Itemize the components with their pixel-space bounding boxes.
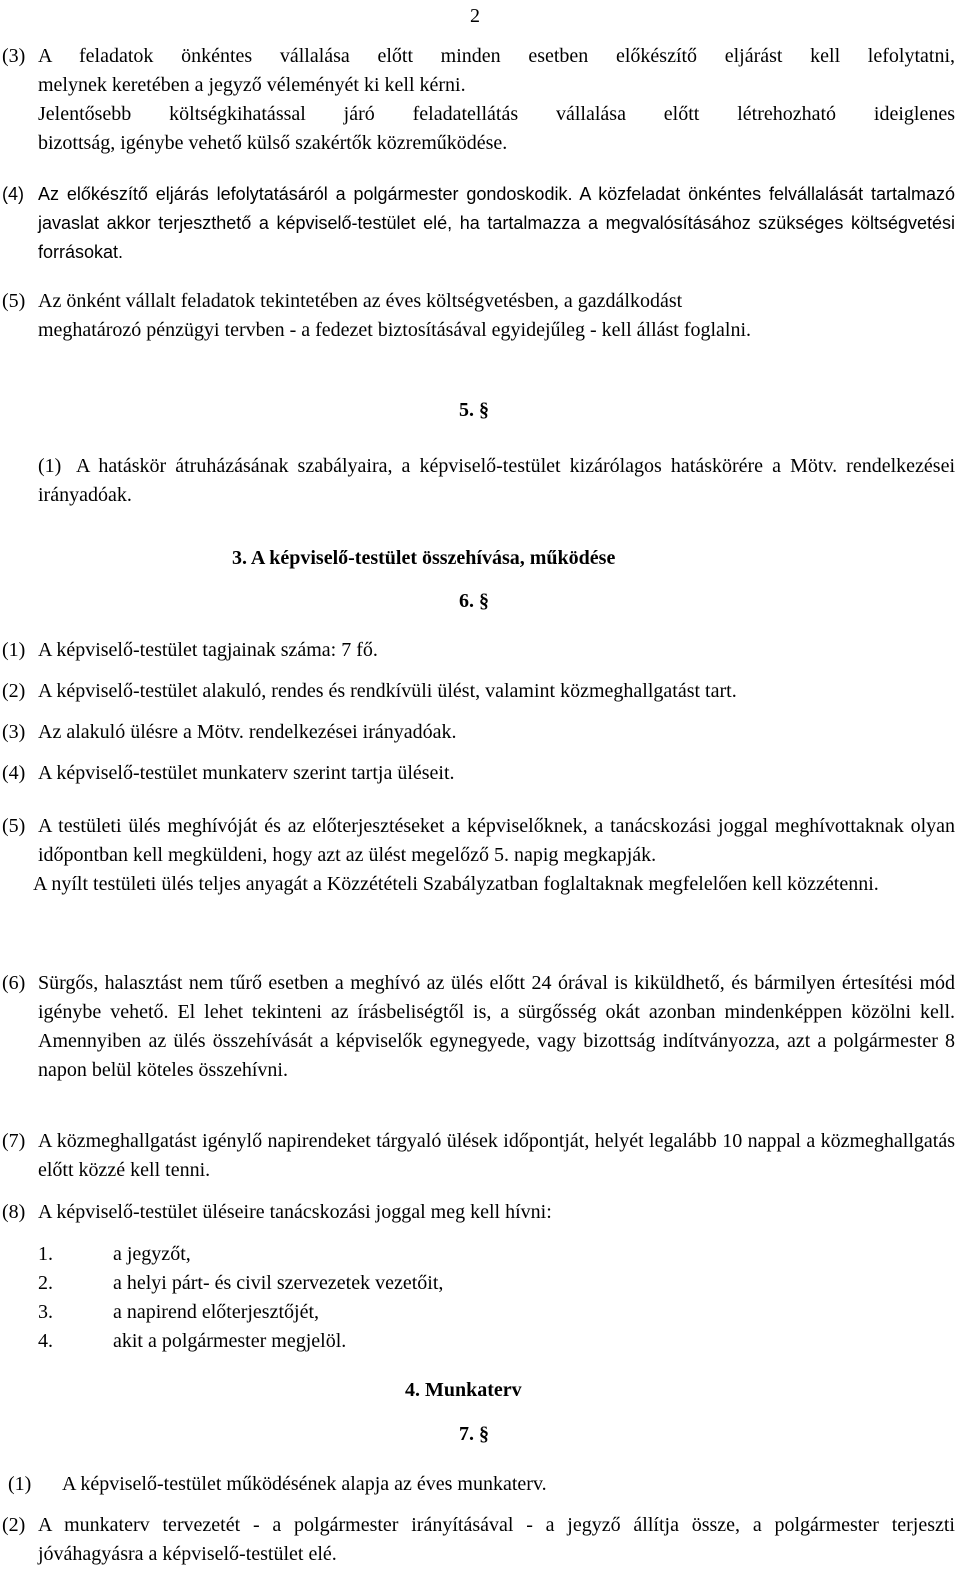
paragraph-line: melynek keretében a jegyző véleményét ki kell kérni. <box>38 74 466 96</box>
chapter-title: 4. Munkaterv <box>405 1379 522 1401</box>
paragraph-line: Jelentősebb költségkihatással járó feladatellátás vállalása előtt létrehozható ideiglenes <box>38 103 955 125</box>
section7-paragraph-2 <box>0 1511 960 1569</box>
paragraph-line: Az önként vállalt feladatok tekintetében az éves költségvetésben, a gazdálkodást <box>38 290 683 312</box>
paragraph-number: (2) <box>2 680 26 702</box>
section-heading: 7. § <box>459 1423 489 1445</box>
paragraph-text: A képviselő-testület üléseire tanácskozási joggal meg kell hívni: <box>38 1201 552 1223</box>
paragraph-number: (4) <box>2 184 24 204</box>
paragraph-line: meghatározó pénzügyi tervben - a fedezet biztosításával egyidejűleg - kell állást foglalni. <box>38 319 752 341</box>
section6-paragraph-5 <box>0 812 960 899</box>
paragraph-text: Az alakuló ülésre a Mötv. rendelkezései irányadóak. <box>38 721 457 743</box>
paragraph-number: (1) <box>8 1473 32 1495</box>
list-text: a napirend előterjesztőjét, <box>113 1301 320 1323</box>
section6-paragraph-3 <box>0 718 960 747</box>
list-number: 3. <box>38 1301 53 1323</box>
paragraph-text-inner: A hatáskör átruházásának szabályaira, a képviselő-testület kizárólagos hatáskörére a Mötv. rendelkezései irányadóak. <box>38 455 955 506</box>
paragraph-text <box>0 452 955 510</box>
paragraph-number: (1) <box>2 639 26 661</box>
list-text: a jegyzőt, <box>113 1243 191 1265</box>
paragraph-number: (5) <box>2 815 26 837</box>
paragraph-5 <box>0 287 960 345</box>
paragraph-3 <box>0 42 960 158</box>
paragraph-text: A képviselő-testület működésének alapja az éves munkaterv. <box>62 1473 547 1495</box>
section6-paragraph-4 <box>0 759 960 788</box>
paragraph-4 <box>0 180 960 267</box>
section-heading: 5. § <box>459 399 489 421</box>
paragraph-text: A képviselő-testület munkaterv szerint tartja üléseit. <box>38 762 455 784</box>
paragraph-number: (1) <box>38 455 62 477</box>
list-number: 4. <box>38 1330 53 1352</box>
section6-paragraph-6 <box>0 969 960 1085</box>
page-number: 2 <box>470 5 480 27</box>
chapter-title: 3. A képviselő-testület összehívása, működése <box>232 547 616 569</box>
section6-paragraph-1 <box>0 636 960 665</box>
list-number: 1. <box>38 1243 53 1265</box>
paragraph-line: bizottság, igénybe vehető külső szakértők közreműködése. <box>38 132 508 154</box>
paragraph-number: (3) <box>2 45 26 67</box>
paragraph-number: (5) <box>2 290 26 312</box>
section6-paragraph-8 <box>0 1198 960 1227</box>
paragraph-text: A közmeghallgatást igénylő napirendeket tárgyaló ülések időpontját, helyét legalább 10 nappal a közmeghallgatás előtt közzé kell tenni. <box>38 1130 955 1181</box>
paragraph-text: Az előkészítő eljárás lefolytatásáról a polgármester gondoskodik. A közfeladat önkéntes felvállalását tartalmazó javaslat akkor terjeszthető a képviselő-testület elé, ha tartalmazza a megvalósításához szükséges költségvetési forrásokat. <box>38 184 955 262</box>
paragraph-number: (6) <box>2 972 26 994</box>
list-number: 2. <box>38 1272 53 1294</box>
paragraph-number: (3) <box>2 721 26 743</box>
list-text: a helyi párt- és civil szervezetek vezetőit, <box>113 1272 444 1294</box>
paragraph-number: (7) <box>2 1130 26 1152</box>
section6-paragraph-7 <box>0 1127 960 1185</box>
paragraph-text: A munkaterv tervezetét - a polgármester irányításával - a jegyző állítja össze, a polgármester terjeszti jóváhagyásra a képviselő-testület elé. <box>38 1514 955 1565</box>
paragraph-text: A testületi ülés meghívóját és az előterjesztéseket a képviselőknek, a tanácskozási joggal meghívottaknak olyan időpontban kell megküldeni, hogy azt az ülést megelőző 5. napig megkapják. <box>38 815 955 866</box>
paragraph-number: (2) <box>2 1514 26 1536</box>
paragraph-text: Sürgős, halasztást nem tűrő esetben a meghívó az ülés előtt 24 órával is kiküldhető, és bármilyen értesítési mód igénybe vehető. El lehet tekinteni az írásbeliségtől is, a sürgősség okát azonban mindenképpen közölni kell. Amennyiben az ülés összehívását a képviselők egynegyede, vagy bizottság indítványozza, azt a polgármester 8 napon belül köteles összehívni. <box>38 972 955 1081</box>
paragraph-text: A képviselő-testület alakuló, rendes és rendkívüli ülést, valamint közmeghallgatást tart. <box>38 680 737 702</box>
paragraph-number: (8) <box>2 1201 26 1223</box>
list-text: akit a polgármester megjelöl. <box>113 1330 347 1352</box>
paragraph-number: (4) <box>2 762 26 784</box>
section5-paragraph-1 <box>0 452 960 510</box>
section6-paragraph-2 <box>0 677 960 706</box>
section-heading: 6. § <box>459 590 489 612</box>
paragraph-line: A feladatok önkéntes vállalása előtt minden esetben előkészítő eljárást kell lefolytatni, <box>38 45 955 67</box>
paragraph-text: A képviselő-testület tagjainak száma: 7 fő. <box>38 639 378 661</box>
section7-paragraph-1 <box>0 1470 960 1499</box>
paragraph-text-2: A nyílt testületi ülés teljes anyagát a Közzétételi Szabályzatban foglaltaknak megfelelően kell közzétenni. <box>33 873 879 895</box>
